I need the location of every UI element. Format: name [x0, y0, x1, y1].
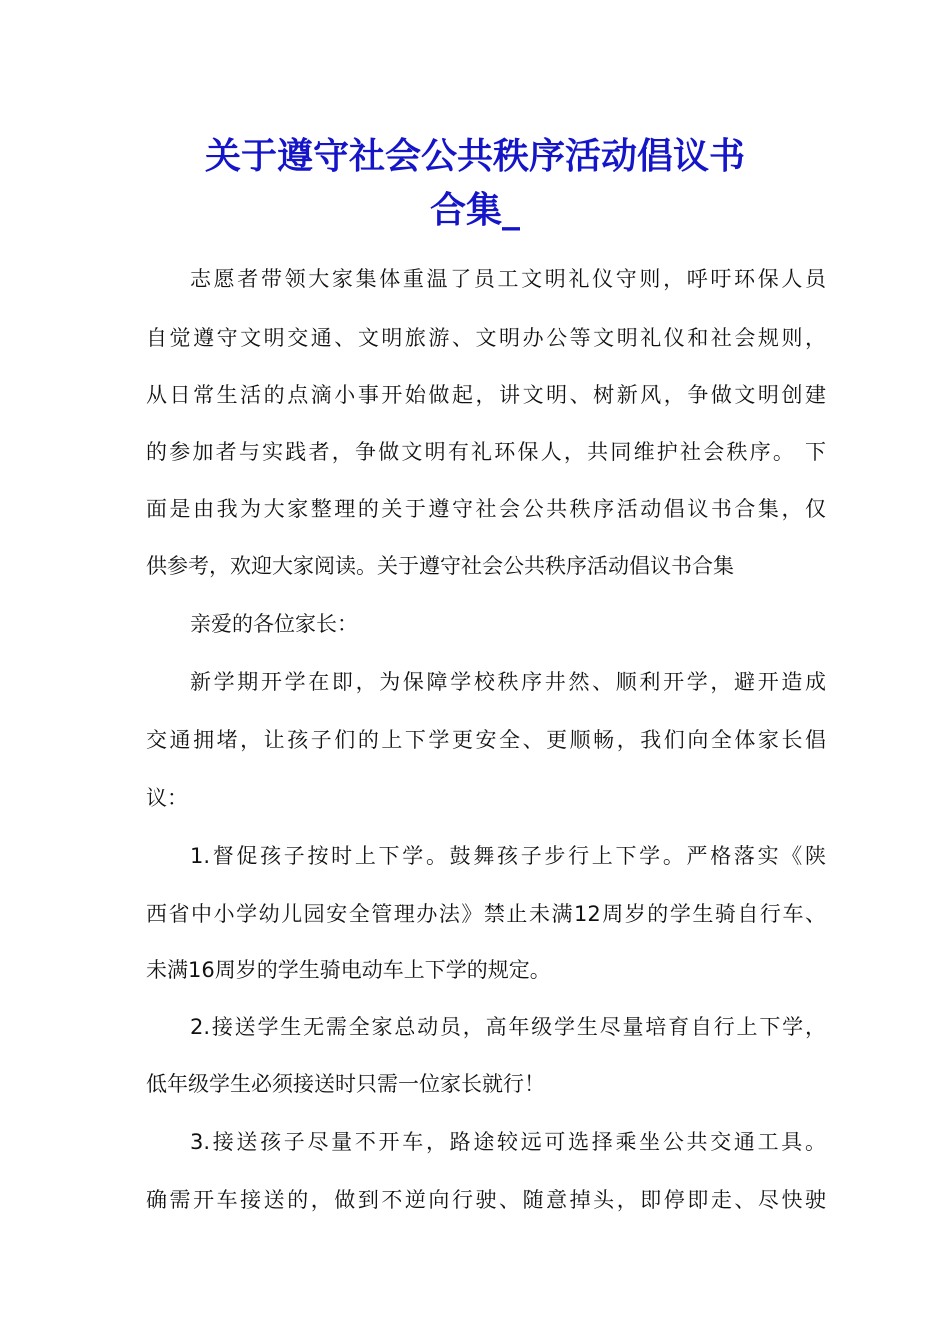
- body-line: 新学期开学在即，为保障学校秩序井然、顺利开学，避开造成: [190, 670, 826, 694]
- list-item-1-line: 未满16周岁的学生骑电动车上下学的规定。: [146, 958, 551, 982]
- body-line: 从日常生活的点滴小事开始做起，讲文明、树新风，争做文明创建: [146, 383, 826, 407]
- body-line: 的参加者与实践者，争做文明有礼环保人，共同维护社会秩序。 下: [146, 440, 826, 464]
- body-line: 面是由我为大家整理的关于遵守社会公共秩序活动倡议书合集，仅: [146, 497, 826, 521]
- list-item-3-line: 3.接送孩子尽量不开车，路途较远可选择乘坐公共交通工具。: [190, 1130, 826, 1154]
- body-line: 供参考，欢迎大家阅读。关于遵守社会公共秩序活动倡议书合集: [146, 554, 734, 578]
- document-title-line-1: 关于遵守社会公共秩序活动倡议书: [204, 135, 745, 177]
- list-item-3-line: 确需开车接送的，做到不逆向行驶、随意掉头，即停即走、尽快驶: [146, 1188, 826, 1212]
- list-item-1-line: 西省中小学幼儿园安全管理办法》禁止未满12周岁的学生骑自行车、: [146, 902, 826, 926]
- body-line: 议：: [146, 786, 188, 810]
- body-line: 交通拥堵，让孩子们的上下学更安全、更顺畅，我们向全体家长倡: [146, 728, 826, 752]
- body-line: 自觉遵守文明交通、文明旅游、文明办公等文明礼仪和社会规则，: [146, 326, 826, 350]
- document-title-line-2: 合集_: [429, 189, 520, 231]
- list-item-2-line: 低年级学生必须接送时只需一位家长就行！: [146, 1072, 545, 1096]
- list-item-2-line: 2.接送学生无需全家总动员，高年级学生尽量培育自行上下学，: [190, 1015, 826, 1039]
- body-line: 志愿者带领大家集体重温了员工文明礼仪守则，呼吁环保人员: [190, 267, 826, 291]
- salutation-line: 亲爱的各位家长：: [190, 612, 358, 636]
- list-item-1-line: 1.督促孩子按时上下学。鼓舞孩子步行上下学。严格落实《陕: [190, 844, 826, 868]
